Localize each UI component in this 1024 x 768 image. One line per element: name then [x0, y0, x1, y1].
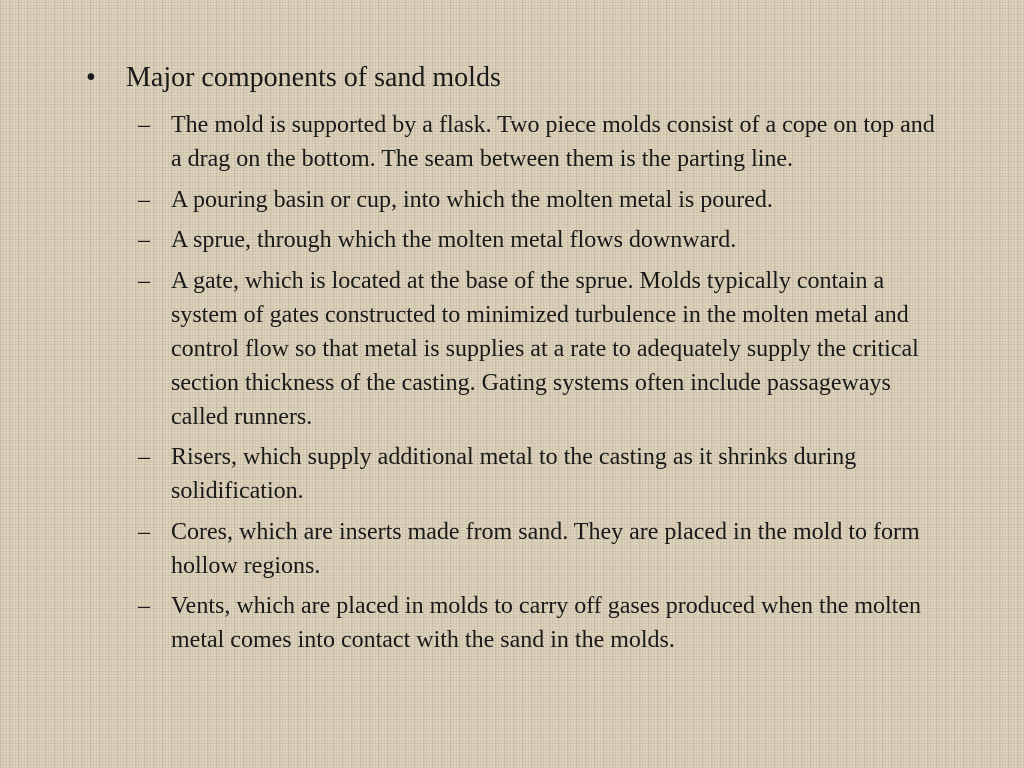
sub-bullet-list — [138, 108, 938, 664]
sub-bullet-vents — [138, 589, 938, 657]
sub-bullet-text: Risers, which supply additional metal to the casting as it shrinks during solidification. — [171, 444, 857, 504]
sub-bullet-cores — [138, 515, 938, 583]
dash-icon: – — [138, 444, 150, 470]
dash-icon: – — [138, 267, 150, 294]
sub-bullet-risers — [138, 440, 938, 508]
main-bullet-text: Major components of sand molds — [126, 62, 501, 93]
sub-bullet-text: A pouring basin or cup, into which the molten metal is poured. — [171, 186, 773, 213]
dash-icon: – — [138, 112, 150, 138]
sub-bullet-text: The mold is supported by a flask. Two piece molds consist of a cope on top and a drag on the bottom. The seam between them is the parting line. — [171, 112, 935, 172]
sub-bullet-gate — [138, 264, 938, 434]
dash-icon: – — [138, 593, 150, 619]
sub-bullet-flask — [138, 108, 938, 176]
sub-bullet-text: A gate, which is located at the base of the sprue. Molds typically contain a system of gates constructed to minimized turbulence in the molten metal and control flow so that metal is supplies at a rate to adequately supply the critical section thickness of the casting. Gating systems often include passageways called runners. — [171, 267, 919, 430]
dash-icon: – — [138, 518, 150, 545]
sub-bullet-sprue — [138, 223, 938, 257]
sub-bullet-text: Vents, which are placed in molds to carry off gases produced when the molten metal comes into contact with the sand in the molds. — [171, 593, 921, 653]
dash-icon: – — [138, 186, 150, 213]
sub-bullet-pouring-basin — [138, 183, 938, 217]
sub-bullet-text: A sprue, through which the molten metal flows downward. — [171, 227, 737, 253]
dash-icon: – — [138, 227, 150, 253]
bullet-icon: • — [86, 62, 96, 93]
sub-bullet-text: Cores, which are inserts made from sand. They are placed in the mold to form hollow regions. — [171, 518, 920, 579]
